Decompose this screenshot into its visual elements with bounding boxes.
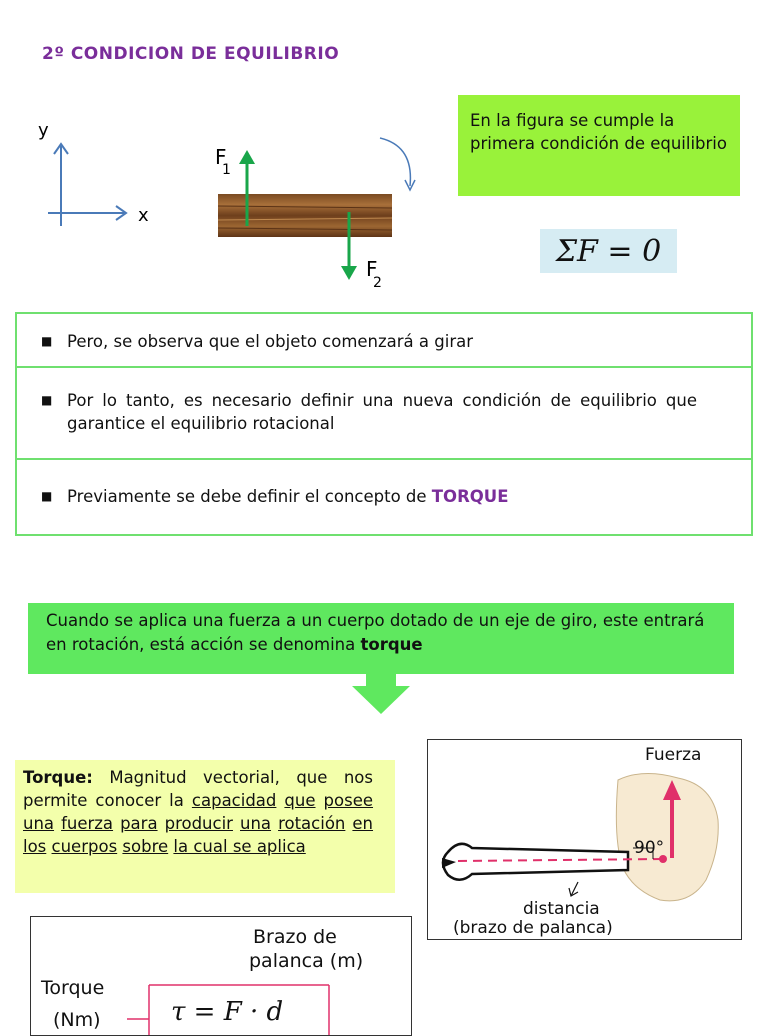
y-axis-label: y xyxy=(38,120,49,141)
underlined-word: que xyxy=(284,791,316,810)
torque-label: Torque xyxy=(41,977,105,999)
bullet-marker: ■ xyxy=(41,334,53,348)
underlined-word: rotación xyxy=(278,814,346,833)
bullet-item xyxy=(17,368,751,460)
underlined-word: una xyxy=(240,814,272,833)
sum-forces-equation: ΣF = 0 xyxy=(540,229,677,273)
underlined-word: los xyxy=(23,837,47,856)
definition-text: Cuando se aplica una fuerza a un cuerpo dotado de un eje de giro, este entrará en rotación, está acción se denomina xyxy=(46,611,705,654)
underlined-word: posee xyxy=(323,791,374,810)
underlined-word: capacidad xyxy=(191,791,277,810)
angle-label: 90° xyxy=(634,838,665,858)
f1-subscript: 1 xyxy=(222,162,231,178)
bullet-list xyxy=(15,312,753,536)
wrench-icon xyxy=(443,844,628,880)
distance-label: distancia xyxy=(523,899,600,919)
f1-label: F xyxy=(215,145,227,169)
wooden-beam xyxy=(218,194,392,237)
bullet-marker: ■ xyxy=(41,489,53,503)
torque-plain-text: Magnitud vectorial, que nos permite conocer la xyxy=(23,768,373,810)
lever-arm-label-line1: Brazo de xyxy=(253,926,337,948)
lever-arm-label-line2: palanca (m) xyxy=(249,950,364,972)
down-arrow-icon xyxy=(352,674,410,714)
underlined-word: para xyxy=(120,814,158,833)
bullet-text: Por lo tanto, es necesario definir una nueva condición de equilibrio que garantice el equilibrio rotacional xyxy=(67,391,697,433)
torque-definition-banner xyxy=(28,603,734,674)
torque-unit-label: (Nm) xyxy=(53,1009,101,1031)
bullet-text: Previamente se debe definir el concepto de xyxy=(67,487,432,506)
xy-axes-diagram xyxy=(38,118,188,238)
torque-formula: τ = F · d xyxy=(171,997,284,1027)
underlined-word: la cual se aplica xyxy=(173,837,306,856)
torque-formula-box xyxy=(30,916,412,1036)
underlined-word: cuerpos xyxy=(51,837,118,856)
underlined-word: fuerza xyxy=(61,814,114,833)
underlined-word: sobre xyxy=(122,837,169,856)
x-axis-label: x xyxy=(138,205,149,226)
bullet-item xyxy=(17,460,751,534)
bullet-marker: ■ xyxy=(41,393,53,407)
first-condition-note: En la figura se cumple la primera condición de equilibrio xyxy=(458,95,740,196)
torque-keyword: TORQUE xyxy=(431,487,509,506)
wrench-illustration xyxy=(427,739,742,940)
underlined-word: en xyxy=(352,814,374,833)
bullet-text: Pero, se observa que el objeto comenzará a girar xyxy=(67,332,474,351)
underlined-word: una xyxy=(23,814,55,833)
page-title: 2º CONDICION DE EQUILIBRIO xyxy=(42,44,340,64)
f2-label: F xyxy=(366,257,378,281)
bullet-item xyxy=(17,314,751,368)
beam-forces-diagram xyxy=(200,128,440,298)
f2-subscript: 2 xyxy=(373,275,382,291)
rotation-arrow xyxy=(380,138,410,186)
lever-arm-label: (brazo de palanca) xyxy=(453,918,613,938)
definition-keyword: torque xyxy=(360,635,423,654)
torque-definition-box xyxy=(15,760,395,893)
force-label: Fuerza xyxy=(645,745,702,765)
underlined-word: producir xyxy=(164,814,233,833)
torque-term: Torque: xyxy=(23,768,93,787)
